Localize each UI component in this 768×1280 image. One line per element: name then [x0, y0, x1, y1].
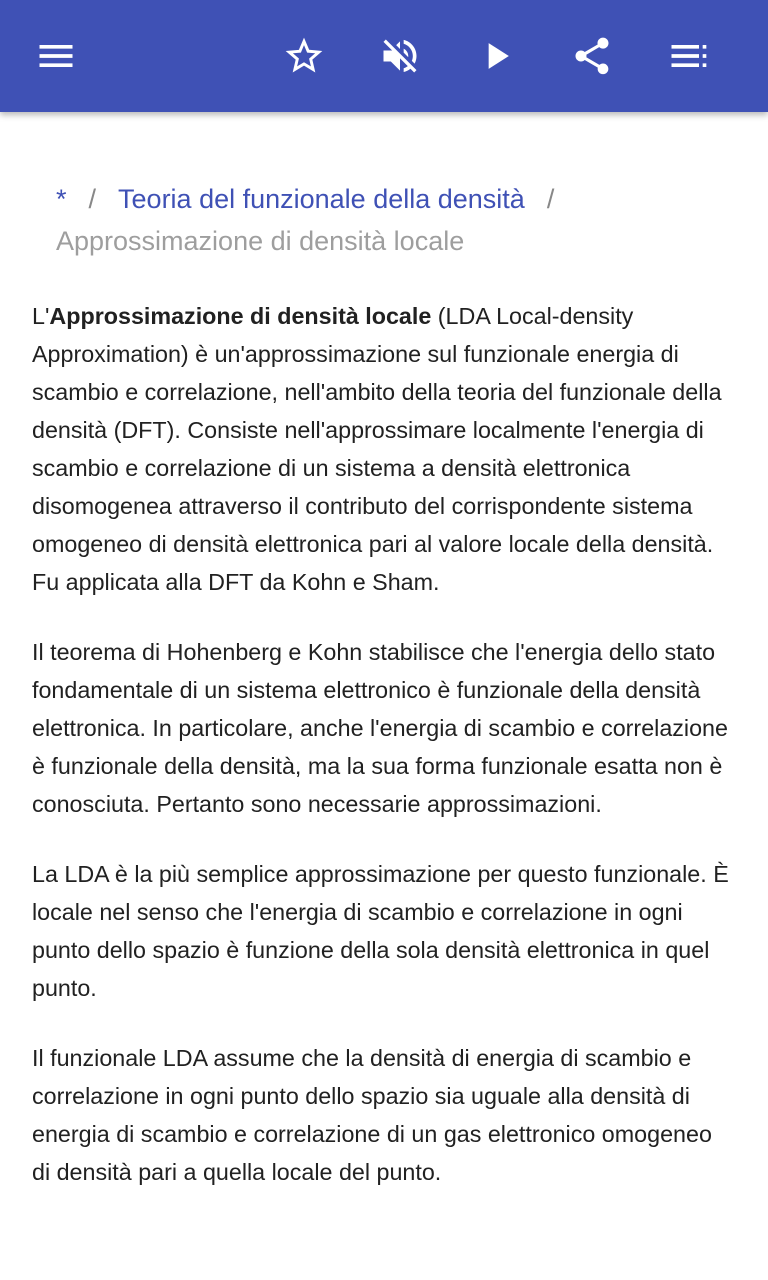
play-icon [474, 34, 518, 78]
playlist-icon [666, 34, 710, 78]
share-button[interactable] [556, 20, 628, 92]
breadcrumb-separator: / [546, 184, 555, 214]
star-outline-icon [282, 34, 326, 78]
volume-off-icon [378, 34, 422, 78]
mute-button[interactable] [364, 20, 436, 92]
app-bar [0, 0, 768, 112]
article-paragraph: Il funzionale LDA assume che la densità di energia di scambio e correlazione in ogni punto dello spazio sia uguale alla densità di energia di scambio e correlazione di un gas elettronico omogeneo di densità pari a quella locale del punto. [32, 1045, 712, 1185]
article-paragraph [32, 297, 732, 601]
breadcrumb-parent-link[interactable]: Teoria del funzionale della densità [118, 184, 525, 214]
favorite-button[interactable] [268, 20, 340, 92]
breadcrumb-current: Approssimazione di densità locale [56, 226, 465, 256]
paragraph-text: (LDA Local-density Approximation) è un'approssimazione sul funzionale energia di scambio e correlazione, nell'ambito della teoria del funzionale della densità (DFT). Consiste nell'approssimare localmente l'energia di scambio e correlazione di un sistema a densità elettronica disomogenea attraverso il contributo del corrispondente sistema omogeneo di densità elettronica pari al valore locale della densità. Fu applicata alla DFT da Kohn e Sham. [32, 303, 722, 595]
breadcrumb-separator: / [88, 184, 97, 214]
menu-button[interactable] [20, 20, 92, 92]
article-body [32, 297, 732, 1223]
article-term: Approssimazione di densità locale [49, 303, 432, 329]
paragraph-prefix: L' [32, 303, 50, 329]
play-button[interactable] [460, 20, 532, 92]
breadcrumb-home-link[interactable]: * [56, 184, 67, 214]
article-paragraph: La LDA è la più semplice approssimazione per questo funzionale. È locale nel senso che l'energia di scambio e correlazione in ogni punto dello spazio è funzione della sola densità elettronica in quel punto. [32, 861, 729, 1001]
menu-icon [34, 34, 78, 78]
contents-button[interactable] [652, 20, 724, 92]
article-content [0, 112, 768, 1280]
breadcrumb [56, 178, 736, 262]
share-icon [570, 34, 614, 78]
article-paragraph: Il teorema di Hohenberg e Kohn stabilisce che l'energia dello stato fondamentale di un sistema elettronico è funzionale della densità elettronica. In particolare, anche l'energia di scambio e correlazione è funzionale della densità, ma la sua forma funzionale esatta non è conosciuta. Pertanto sono necessarie approssimazioni. [32, 639, 728, 817]
